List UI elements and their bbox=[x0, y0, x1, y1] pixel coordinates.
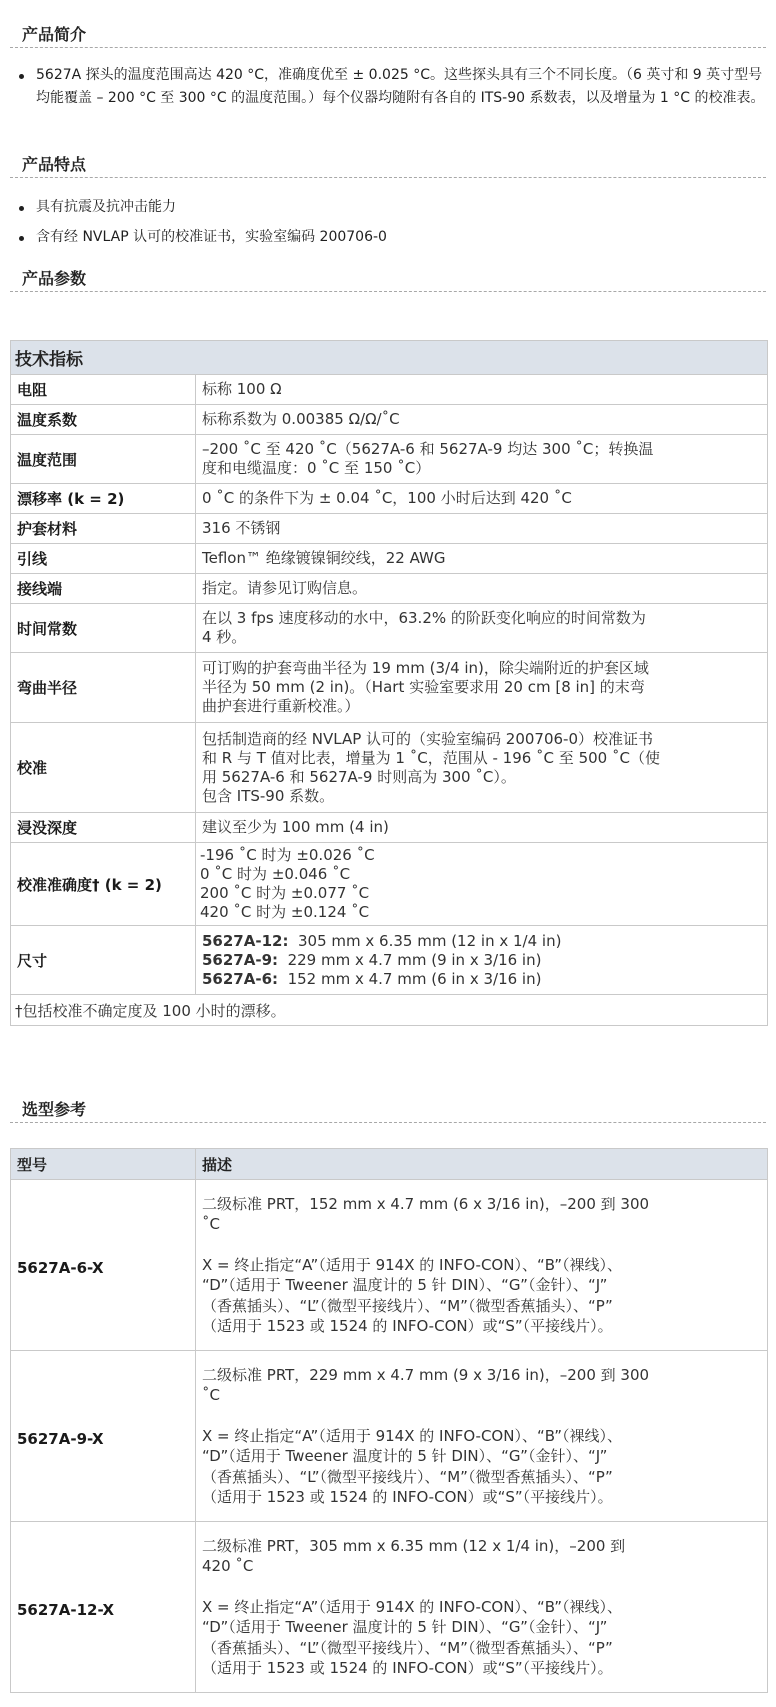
ordering-table bbox=[10, 1148, 768, 1693]
ordering-header-desc: 描述 bbox=[196, 1149, 768, 1180]
spec-value-line: 0 ˚C 的条件下为 ± 0.04 ˚C，100 小时后达到 420 ˚C bbox=[202, 489, 572, 507]
spec-value-line: 和 R 与 T 值对比表，增量为 1 ˚C，范围从 - 196 ˚C 至 500 ˚C（使 bbox=[202, 748, 660, 767]
spec-label: 温度系数 bbox=[11, 405, 196, 435]
ordering-row bbox=[11, 1351, 768, 1522]
ordering-model: 5627A-6-X bbox=[11, 1180, 196, 1351]
desc-line: （香蕉插头）、“L”（微型平接线片）、“M”（微型香蕉插头）、“P” bbox=[202, 1296, 613, 1315]
size-value: 305 mm x 6.35 mm (12 in x 1/4 in) bbox=[298, 931, 562, 950]
spec-label: 电阻 bbox=[11, 375, 196, 405]
spec-value bbox=[196, 375, 768, 405]
ordering-model: 5627A-9-X bbox=[11, 1351, 196, 1522]
desc-gap bbox=[202, 1577, 761, 1597]
spec-value bbox=[196, 514, 768, 544]
intro-list bbox=[10, 64, 766, 110]
spec-row bbox=[11, 604, 768, 653]
spec-value-line: 指定。请参见订购信息。 bbox=[202, 579, 368, 597]
size-value: 152 mm x 4.7 mm (6 in x 3/16 in) bbox=[287, 969, 542, 988]
ordering-header-row bbox=[11, 1149, 768, 1180]
ordering-section-header bbox=[10, 1097, 766, 1123]
spec-value bbox=[196, 813, 768, 843]
spec-value-line: 0 ˚C 时为 ±0.046 ˚C bbox=[200, 865, 351, 883]
spec-row bbox=[11, 653, 768, 723]
intro-section-header bbox=[10, 22, 766, 48]
spec-value bbox=[196, 574, 768, 604]
spec-row bbox=[11, 723, 768, 813]
spec-table-header-row bbox=[11, 341, 768, 375]
feature-bullet-text: 含有经 NVLAP 认可的校准证书，实验室编码 200706-0 bbox=[36, 229, 387, 245]
bullet-icon bbox=[19, 206, 24, 211]
desc-line: “D”（适用于 Tweener 温度计的 5 针 DIN）、“G”（金针）、“J” bbox=[202, 1276, 608, 1294]
spec-value bbox=[196, 435, 768, 484]
desc-line: 二级标准 PRT，229 mm x 4.7 mm (9 x 3/16 in)，–200 到 300 bbox=[202, 1365, 650, 1384]
desc-line: 420 ˚C bbox=[202, 1557, 254, 1575]
ordering-model: 5627A-12-X bbox=[11, 1522, 196, 1693]
spec-value-line: 可订购的护套弯曲半径为 19 mm (3/4 in)，除尖端附近的护套区域 bbox=[202, 659, 649, 677]
spec-value-line: 316 不锈钢 bbox=[202, 519, 281, 537]
spec-value-line: 在以 3 fps 速度移动的水中，63.2% 的阶跃变化响应的时间常数为 bbox=[202, 609, 646, 627]
size-model: 5627A-6: bbox=[202, 969, 279, 988]
spec-row bbox=[11, 544, 768, 574]
spec-value-line: 包括制造商的经 NVLAP 认可的（实验室编码 200706-0）校准证书 bbox=[202, 729, 654, 748]
ordering-header-model: 型号 bbox=[11, 1149, 196, 1180]
spec-label: 时间常数 bbox=[11, 604, 196, 653]
desc-line: ˚C bbox=[202, 1386, 220, 1404]
bullet-icon bbox=[19, 236, 24, 241]
desc-line: （适用于 1523 或 1524 的 INFO-CON）或“S”（平接线片）。 bbox=[202, 1488, 613, 1506]
desc-line: （香蕉插头）、“L”（微型平接线片）、“M”（微型香蕉插头）、“P” bbox=[202, 1467, 613, 1486]
intro-bullet-text: 5627A 探头的温度范围高达 420 °C，准确度优至 ± 0.025 °C。这些探头具有三个不同长度。（6 英寸和 9 英寸型号均能覆盖 – 200 °C 至 300 °C 的温度范围。）每个仪器均随附有各自的 ITS-90 系数表，以及增量为 1 °C 的校准表。 bbox=[36, 67, 765, 106]
spec-value bbox=[196, 926, 768, 995]
spec-value-line: –200 ˚C 至 420 ˚C（5627A-6 和 5627A-9 均达 300 ˚C；转换温 bbox=[202, 440, 654, 458]
spec-value bbox=[196, 405, 768, 435]
features-list bbox=[10, 196, 766, 249]
spec-label: 校准准确度† (k = 2) bbox=[11, 843, 196, 926]
params-section-title: 产品参数 bbox=[22, 269, 87, 288]
desc-line: X = 终止指定“A”（适用于 914X 的 INFO-CON）、“B”（裸线）、 bbox=[202, 1597, 622, 1616]
size-model: 5627A-12: bbox=[202, 931, 289, 950]
spec-value bbox=[196, 843, 768, 926]
features-section-title: 产品特点 bbox=[22, 155, 87, 174]
feature-bullet bbox=[10, 196, 766, 219]
spec-value-line: 200 ˚C 时为 ±0.077 ˚C bbox=[200, 884, 370, 902]
spec-value-line: 标称 100 Ω bbox=[202, 380, 282, 398]
params-section-header bbox=[10, 266, 766, 292]
spec-value bbox=[196, 653, 768, 723]
spec-value bbox=[196, 484, 768, 514]
desc-line: “D”（适用于 Tweener 温度计的 5 针 DIN）、“G”（金针）、“J” bbox=[202, 1447, 608, 1465]
spec-value bbox=[196, 544, 768, 574]
feature-bullet bbox=[10, 226, 766, 249]
size-line bbox=[202, 970, 761, 989]
desc-line: X = 终止指定“A”（适用于 914X 的 INFO-CON）、“B”（裸线）、 bbox=[202, 1255, 622, 1274]
spec-value-line: -196 ˚C 时为 ±0.026 ˚C bbox=[200, 846, 375, 864]
spec-label: 弯曲半径 bbox=[11, 653, 196, 723]
spec-row bbox=[11, 484, 768, 514]
desc-line: ˚C bbox=[202, 1215, 220, 1233]
spec-row bbox=[11, 574, 768, 604]
spec-table bbox=[10, 340, 768, 1026]
spec-row-size bbox=[11, 926, 768, 995]
ordering-desc bbox=[196, 1522, 768, 1693]
spec-label: 尺寸 bbox=[11, 926, 196, 995]
spec-value-line: 半径为 50 mm (2 in)。（Hart 实验室要求用 20 cm [8 in] 的末弯 bbox=[202, 678, 645, 696]
spec-label: 引线 bbox=[11, 544, 196, 574]
spec-footnote: †包括校准不确定度及 100 小时的漂移。 bbox=[11, 995, 768, 1026]
spec-row bbox=[11, 435, 768, 484]
spec-value-line: 标称系数为 0.00385 Ω/Ω/˚C bbox=[202, 410, 400, 428]
desc-line: “D”（适用于 Tweener 温度计的 5 针 DIN）、“G”（金针）、“J” bbox=[202, 1618, 608, 1636]
spec-row bbox=[11, 405, 768, 435]
desc-line: 二级标准 PRT，152 mm x 4.7 mm (6 x 3/16 in)，–200 到 300 bbox=[202, 1194, 650, 1213]
spec-row bbox=[11, 843, 768, 926]
spec-value-line: 建议至少为 100 mm (4 in) bbox=[202, 818, 389, 836]
spec-label: 校准 bbox=[11, 723, 196, 813]
spec-row bbox=[11, 375, 768, 405]
intro-bullet bbox=[10, 64, 766, 110]
spec-label: 漂移率 (k = 2) bbox=[11, 484, 196, 514]
size-model: 5627A-9: bbox=[202, 950, 279, 969]
feature-bullet-text: 具有抗震及抗冲击能力 bbox=[36, 199, 176, 215]
spec-label: 接线端 bbox=[11, 574, 196, 604]
ordering-section-title: 选型参考 bbox=[22, 1100, 87, 1119]
desc-gap bbox=[202, 1235, 761, 1255]
ordering-row bbox=[11, 1180, 768, 1351]
spec-row bbox=[11, 813, 768, 843]
desc-line: （适用于 1523 或 1524 的 INFO-CON）或“S”（平接线片）。 bbox=[202, 1317, 613, 1335]
size-line bbox=[202, 951, 761, 970]
spec-value bbox=[196, 723, 768, 813]
spec-row bbox=[11, 514, 768, 544]
features-section-header bbox=[10, 152, 766, 178]
ordering-desc bbox=[196, 1351, 768, 1522]
spec-footnote-row bbox=[11, 995, 768, 1026]
intro-section-title: 产品简介 bbox=[22, 25, 87, 44]
size-value: 229 mm x 4.7 mm (9 in x 3/16 in) bbox=[287, 950, 542, 969]
spec-label: 护套材料 bbox=[11, 514, 196, 544]
spec-label: 浸没深度 bbox=[11, 813, 196, 843]
bullet-icon bbox=[19, 74, 24, 79]
desc-line: X = 终止指定“A”（适用于 914X 的 INFO-CON）、“B”（裸线）、 bbox=[202, 1426, 622, 1445]
spec-value-line: Teflon™ 绝缘镀镍铜绞线，22 AWG bbox=[202, 549, 446, 567]
ordering-desc bbox=[196, 1180, 768, 1351]
spec-table-header: 技术指标 bbox=[11, 341, 768, 375]
ordering-row bbox=[11, 1522, 768, 1693]
desc-line: 二级标准 PRT，305 mm x 6.35 mm (12 x 1/4 in)，–200 到 bbox=[202, 1536, 626, 1555]
spec-value-line: 度和电缆温度：0 ˚C 至 150 ˚C） bbox=[202, 459, 431, 477]
spec-value bbox=[196, 604, 768, 653]
spec-value-line: 包含 ITS-90 系数。 bbox=[202, 786, 335, 805]
spec-value-line: 曲护套进行重新校准。） bbox=[202, 697, 360, 715]
spec-label: 温度范围 bbox=[11, 435, 196, 484]
spec-value-line: 420 ˚C 时为 ±0.124 ˚C bbox=[200, 903, 370, 921]
spec-value-line: 用 5627A-6 和 5627A-9 时则高为 300 ˚C）。 bbox=[202, 767, 516, 786]
desc-gap bbox=[202, 1406, 761, 1426]
spec-value-line: 4 秒。 bbox=[202, 628, 247, 646]
desc-line: （香蕉插头）、“L”（微型平接线片）、“M”（微型香蕉插头）、“P” bbox=[202, 1638, 613, 1657]
desc-line: （适用于 1523 或 1524 的 INFO-CON）或“S”（平接线片）。 bbox=[202, 1659, 613, 1677]
size-line bbox=[202, 932, 761, 951]
